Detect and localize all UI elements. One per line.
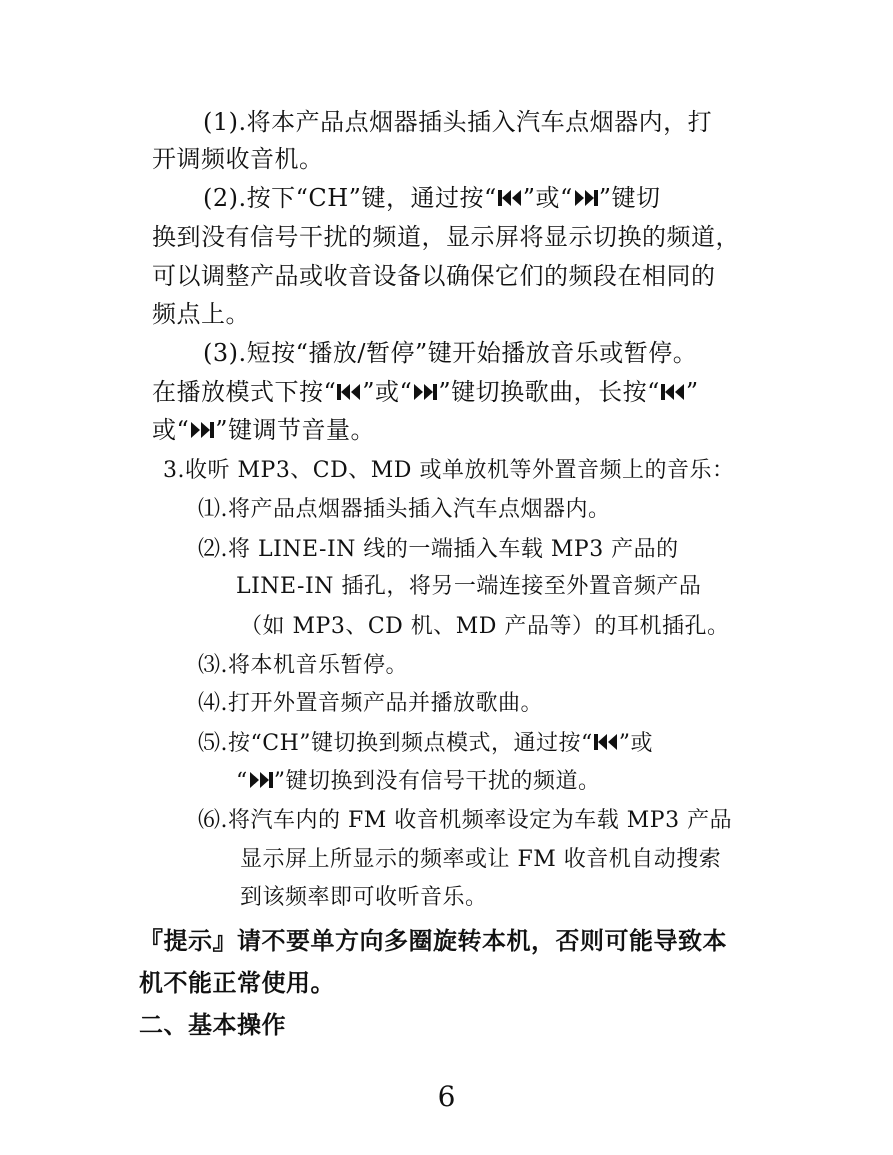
step-2-line-2: LINE-IN 插孔，将另一端连接至外置音频产品 <box>236 574 702 599</box>
text-fragment: ”或 <box>618 731 654 756</box>
text-fragment: ”或“ <box>522 184 573 212</box>
text-fragment: ” <box>685 378 699 406</box>
step-2-line-3: （如 MP3、CD 机、MD 产品等）的耳机插孔。 <box>240 614 730 639</box>
step-5-line-1 <box>198 728 653 760</box>
step-1: ⑴.将产品点烟器插头插入汽车点烟器内。 <box>198 497 611 522</box>
para-2-line-3: 可以调整产品或收音设备以确保它们的频段在相同的 <box>152 262 716 290</box>
para-3-line-3 <box>152 414 375 446</box>
skip-previous-icon <box>660 382 686 402</box>
skip-previous-icon <box>336 382 362 402</box>
step-2-line-1: ⑵.将 LINE-IN 线的一端插入车载 MP3 产品的 <box>198 537 679 562</box>
para-3-line-1: (3).短按“播放/暂停”键开始播放音乐或暂停。 <box>203 339 698 367</box>
tip-line-1: 『提示』请不要单方向多圈旋转本机，否则可能导致本 <box>139 927 727 955</box>
skip-previous-icon <box>497 188 523 208</box>
skip-next-icon <box>573 188 599 208</box>
skip-next-icon <box>412 382 438 402</box>
step-6-line-1: ⑹.将汽车内的 FM 收音机频率设定为车载 MP3 产品 <box>198 808 733 833</box>
text-fragment: (2).按下“CH”键，通过按“ <box>203 184 497 212</box>
step-6-line-2: 显示屏上所显示的频率或让 FM 收音机自动搜索 <box>240 847 722 872</box>
text-fragment: ”键调节音量。 <box>215 416 376 444</box>
tip-line-2: 机不能正常使用。 <box>139 969 335 997</box>
step-4: ⑷.打开外置音频产品并播放歌曲。 <box>198 691 543 716</box>
para-2-line-2: 换到没有信号干扰的频道，显示屏将显示切换的频道， <box>152 223 740 251</box>
skip-next-icon <box>189 420 215 440</box>
skip-previous-icon <box>593 732 619 752</box>
text-fragment: ”或“ <box>362 378 413 406</box>
para-2-line-1 <box>203 182 661 214</box>
text-fragment: ”键切换到没有信号干扰的频道。 <box>273 769 601 794</box>
section-2-heading: 二、基本操作 <box>139 1011 286 1039</box>
step-6-line-3: 到该频率即可收听音乐。 <box>240 885 488 910</box>
para-1-line-2: 开调频收音机。 <box>152 145 324 173</box>
section-3-heading: 3.收听 MP3、CD、MD 或单放机等外置音频上的音乐： <box>163 458 735 483</box>
step-3: ⑶.将本机音乐暂停。 <box>198 653 408 678</box>
text-fragment: “ <box>236 769 248 794</box>
text-fragment: ”键切 <box>598 184 661 212</box>
text-fragment: ⑸.按“CH”键切换到频点模式，通过按“ <box>198 731 593 756</box>
para-2-line-4: 频点上。 <box>152 300 250 328</box>
skip-next-icon <box>248 770 274 790</box>
para-3-line-2 <box>152 376 699 408</box>
text-fragment: 在播放模式下按“ <box>152 378 337 406</box>
text-fragment: ”键切换歌曲，长按“ <box>438 378 660 406</box>
step-5-line-2 <box>236 766 601 798</box>
text-fragment: 或“ <box>152 416 190 444</box>
para-1-line-1: (1).将本产品点烟器插头插入汽车点烟器内，打 <box>203 108 713 136</box>
page-number: 6 <box>437 1080 456 1113</box>
